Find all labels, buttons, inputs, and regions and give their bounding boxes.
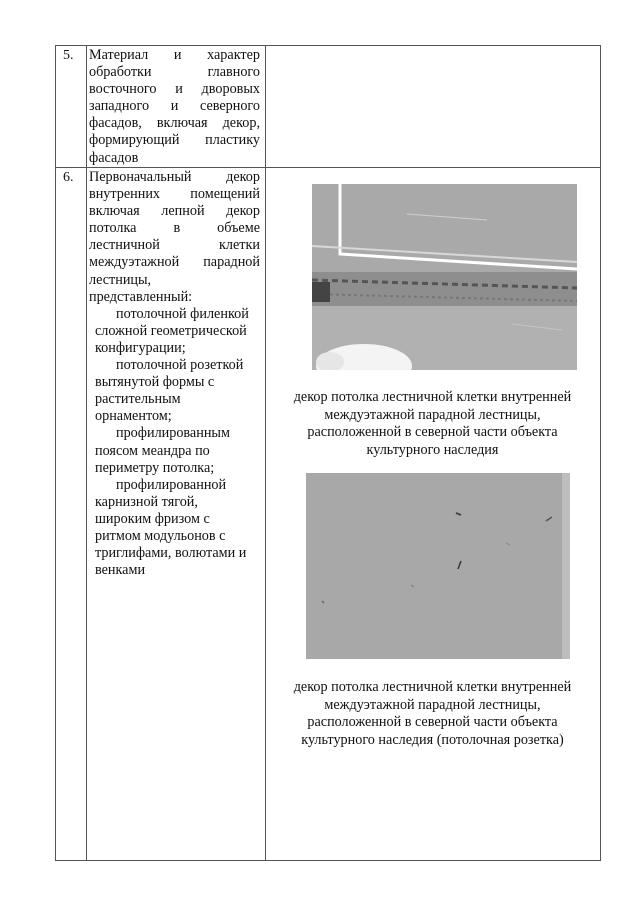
caption-line: расположенной в северной части объекта	[307, 424, 558, 440]
row-description	[89, 47, 260, 167]
caption-line: декор потолка лестничной клетки внутренней	[293, 679, 572, 695]
table-border-number-col	[86, 45, 87, 861]
description-line: триглифами, волютами и	[95, 545, 247, 562]
description-line: восточного и дворовых	[89, 81, 260, 98]
description-line: карнизной тягой,	[95, 493, 198, 510]
description-line: потолка в объеме	[89, 220, 260, 237]
row-number: 6.	[63, 170, 74, 185]
ceiling-rosette-photo	[306, 473, 570, 659]
caption-line: междуэтажной парадной лестницы,	[324, 406, 541, 423]
description-line: конфигурации;	[95, 339, 186, 356]
caption-line: культурного наследия (потолочная розетка)	[301, 731, 564, 748]
description-line: широким фризом с	[95, 510, 210, 527]
description-line: венками	[95, 562, 146, 579]
row-number: 5.	[63, 48, 74, 63]
caption-line: культурного наследия	[366, 441, 499, 458]
table-border-top	[55, 45, 601, 46]
table-border-row-divider	[55, 167, 601, 168]
description-line: Материал и характер	[89, 47, 260, 63]
photo-caption	[270, 389, 595, 459]
table-border-middle	[265, 45, 266, 861]
description-line: поясом меандра по	[95, 442, 210, 459]
description-line: сложной геометрической	[95, 322, 247, 339]
table-border-right	[600, 45, 601, 861]
description-line: лестницы,	[89, 271, 152, 288]
description-line: фасадов, включая декор,	[89, 115, 260, 132]
description-line: Первоначальный декор	[89, 169, 260, 185]
description-line: западного и северного	[89, 98, 260, 115]
caption-line: расположенной в северной части объекта	[307, 714, 558, 730]
description-line: представленный:	[89, 288, 193, 305]
description-line: профилированным	[116, 425, 230, 442]
caption-line: декор потолка лестничной клетки внутренней	[293, 389, 572, 405]
table-border-bottom	[55, 860, 601, 861]
description-line: лестничной клетки	[89, 237, 260, 254]
description-line: ритмом модульонов с	[95, 527, 226, 544]
description-line: внутренних помещений	[89, 186, 260, 203]
photo-caption	[270, 679, 595, 749]
ceiling-rosette-photo-image	[306, 473, 570, 659]
staircase-ceiling-photo-image	[312, 184, 577, 370]
caption-line: междуэтажной парадной лестницы,	[324, 696, 541, 713]
description-line: периметру потолка;	[95, 459, 215, 476]
description-line: междуэтажной парадной	[89, 254, 260, 271]
description-line: фасадов	[89, 149, 139, 166]
description-line: формирующий пластику	[89, 132, 260, 149]
table-border-left	[55, 45, 56, 861]
row-description	[89, 169, 260, 579]
staircase-ceiling-photo	[312, 184, 577, 370]
description-line: профилированной	[116, 476, 227, 493]
description-line: растительным	[95, 391, 181, 408]
description-line: орнаментом;	[95, 408, 172, 425]
description-line: обработки главного	[89, 64, 260, 81]
description-line: потолочной розеткой	[116, 357, 244, 374]
description-line: включая лепной декор	[89, 203, 260, 220]
description-line: потолочной филенкой	[116, 305, 249, 322]
description-line: вытянутой формы с	[95, 374, 215, 391]
